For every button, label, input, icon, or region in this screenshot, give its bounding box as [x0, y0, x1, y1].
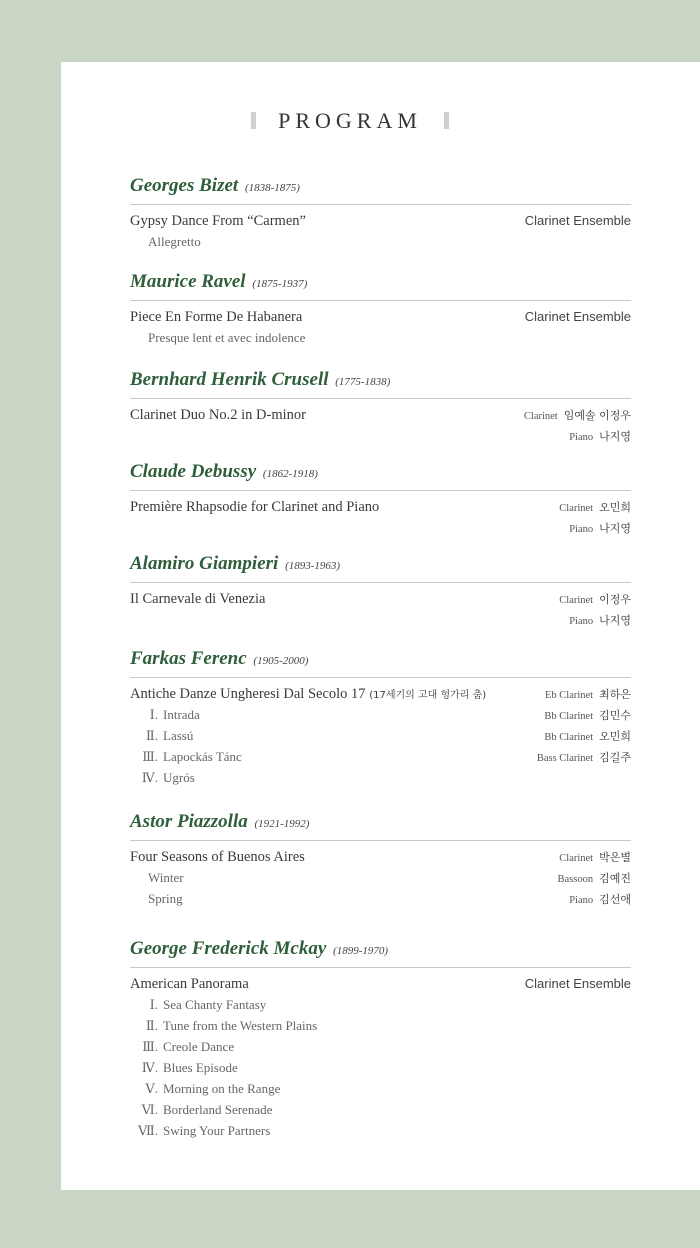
movement-numeral: Ⅶ.: [137, 1123, 158, 1138]
performer-name: 김민수: [599, 709, 631, 722]
performer: Clarinet Ensemble: [524, 309, 631, 324]
movement-title: Creole Dance: [163, 1039, 235, 1054]
movement-numeral: Ⅰ.: [149, 707, 158, 722]
program-title: PROGRAM: [278, 108, 422, 133]
composer-heading: [130, 647, 631, 671]
movement-title: Tune from the Western Plains: [163, 1018, 318, 1033]
composer-years: (1838-1875): [244, 182, 300, 194]
piece-ravel: [130, 270, 631, 348]
piece-title: [130, 686, 486, 702]
movement-numeral: Ⅱ.: [145, 728, 158, 743]
movement: [130, 994, 266, 1015]
composer-name: Maurice Ravel: [130, 271, 246, 292]
performer-name: 김예진: [599, 872, 631, 885]
composer-heading: [130, 460, 631, 484]
instrument-label: Bb Clarinet: [544, 711, 594, 722]
piece-giampieri: [130, 552, 631, 630]
movement: [130, 1078, 280, 1099]
movement: [130, 1099, 272, 1120]
instrument-label: Clarinet: [523, 411, 558, 422]
movement-numeral: Ⅳ.: [141, 1060, 158, 1075]
tempo-marking: Presque lent et avec indolence: [148, 330, 306, 345]
instrument-label: Bass Clarinet: [536, 753, 594, 764]
instrument-label: Bb Clarinet: [544, 732, 594, 743]
movement: [130, 746, 242, 767]
movement: [130, 1036, 234, 1057]
movement-numeral: Ⅲ.: [142, 749, 158, 764]
divider: [130, 677, 631, 678]
performer-name: 김길주: [599, 751, 631, 764]
instrument-label: Piano: [569, 524, 594, 535]
piece-title: Clarinet Duo No.2 in D-minor: [130, 407, 306, 423]
piece-crusell: [130, 368, 631, 446]
instrument-label: Clarinet: [559, 503, 594, 514]
movement-numeral: Ⅵ.: [141, 1102, 158, 1117]
composer-heading: [130, 937, 631, 961]
movement-title: Swing Your Partners: [163, 1123, 271, 1138]
composer-heading: [130, 368, 631, 392]
composer-name: Astor Piazzolla: [130, 811, 248, 832]
movement-numeral: Ⅴ.: [145, 1081, 158, 1096]
instrument-label: Bassoon: [557, 874, 594, 885]
composer-years: (1862-1918): [262, 468, 318, 480]
instrument-label: Clarinet: [559, 853, 594, 864]
piece-title: Piece En Forme De Habanera: [130, 309, 303, 325]
piece-title: Four Seasons of Buenos Aires: [130, 849, 305, 865]
composer-years: (1905-2000): [253, 655, 309, 667]
composer-years: (1893-1963): [285, 560, 341, 572]
composer-name: George Frederick Mckay: [130, 938, 327, 959]
season-title: Spring: [148, 891, 183, 906]
composer-heading: [130, 810, 631, 834]
composer-name: Alamiro Giampieri: [130, 553, 279, 574]
movement-title: Borderland Serenade: [163, 1102, 273, 1117]
tempo-marking: Allegretto: [148, 234, 201, 249]
performer: Clarinet Ensemble: [524, 976, 631, 991]
divider: [130, 398, 631, 399]
movement-title: Blues Episode: [163, 1060, 238, 1075]
instrument-label: Piano: [569, 895, 594, 906]
piece-piazzolla: [130, 810, 631, 909]
composer-years: (1875-1937): [252, 278, 308, 290]
divider: [130, 967, 631, 968]
composer-years: (1775-1838): [335, 376, 391, 388]
movement-title: Sea Chanty Fantasy: [163, 997, 267, 1012]
header-bar-left: [251, 112, 256, 129]
performer-name: 임예솔 이정우: [563, 409, 631, 422]
performer-name: 이정우: [599, 593, 631, 606]
composer-name: Bernhard Henrik Crusell: [130, 369, 329, 390]
composer-heading: [130, 270, 631, 294]
piece-title: Première Rhapsodie for Clarinet and Piano: [130, 499, 380, 515]
piece-title-text: Antiche Danze Ungheresi Dal Secolo 17: [130, 686, 366, 702]
piece-title-korean: (17세기의 고대 헝가리 춤): [369, 690, 487, 701]
movement-title: Morning on the Range: [163, 1081, 281, 1096]
movement: [130, 1015, 317, 1036]
divider: [130, 490, 631, 491]
piece-debussy: [130, 460, 631, 538]
movement-numeral: Ⅱ.: [145, 1018, 158, 1033]
movement: [130, 1120, 270, 1141]
movement-numeral: Ⅳ.: [141, 770, 158, 785]
movement: [130, 704, 200, 725]
movement-title: Lapockás Tánc: [163, 749, 242, 764]
movement-numeral: Ⅲ.: [142, 1039, 158, 1054]
instrument-label: Clarinet: [559, 595, 594, 606]
instrument-label: Eb Clarinet: [544, 690, 594, 701]
piece-title: Il Carnevale di Venezia: [130, 591, 266, 607]
movement-title: Intrada: [163, 707, 200, 722]
piece-title: American Panorama: [130, 976, 249, 992]
performer: Clarinet Ensemble: [524, 213, 631, 228]
movement-title: Lassú: [163, 728, 194, 743]
piece-bizet: [130, 174, 631, 252]
season-title: Winter: [148, 870, 184, 885]
header-bar-right: [444, 112, 449, 129]
divider: [130, 204, 631, 205]
composer-name: Claude Debussy: [130, 461, 257, 482]
composer-heading: [130, 174, 631, 198]
composer-name: Georges Bizet: [130, 175, 239, 196]
composer-years: (1921-1992): [254, 818, 310, 830]
performer-name: 최하은: [599, 688, 631, 701]
instrument-label: Piano: [569, 432, 594, 443]
instrument-label: Piano: [569, 616, 594, 627]
composer-years: (1899-1970): [333, 945, 389, 957]
performer-name: 나지영: [599, 430, 631, 443]
piece-farkas: [130, 647, 631, 788]
movement-numeral: Ⅰ.: [149, 997, 158, 1012]
movement: [130, 767, 195, 788]
movement: [130, 725, 193, 746]
performer-name: 오민희: [599, 501, 631, 514]
composer-heading: [130, 552, 631, 576]
composer-name: Farkas Ferenc: [130, 648, 247, 669]
movement-title: Ugrós: [163, 770, 195, 785]
performer-name: 나지영: [599, 522, 631, 535]
divider: [130, 300, 631, 301]
performer-name: 나지영: [599, 614, 631, 627]
program-header: [0, 108, 700, 134]
piece-mckay: [130, 937, 631, 1141]
piece-title: Gypsy Dance From “Carmen”: [130, 213, 306, 229]
divider: [130, 840, 631, 841]
performer-name: 오민희: [599, 730, 631, 743]
movement: [130, 1057, 238, 1078]
divider: [130, 582, 631, 583]
performer-name: 박은별: [599, 851, 631, 864]
performer-name: 김선애: [599, 893, 631, 906]
